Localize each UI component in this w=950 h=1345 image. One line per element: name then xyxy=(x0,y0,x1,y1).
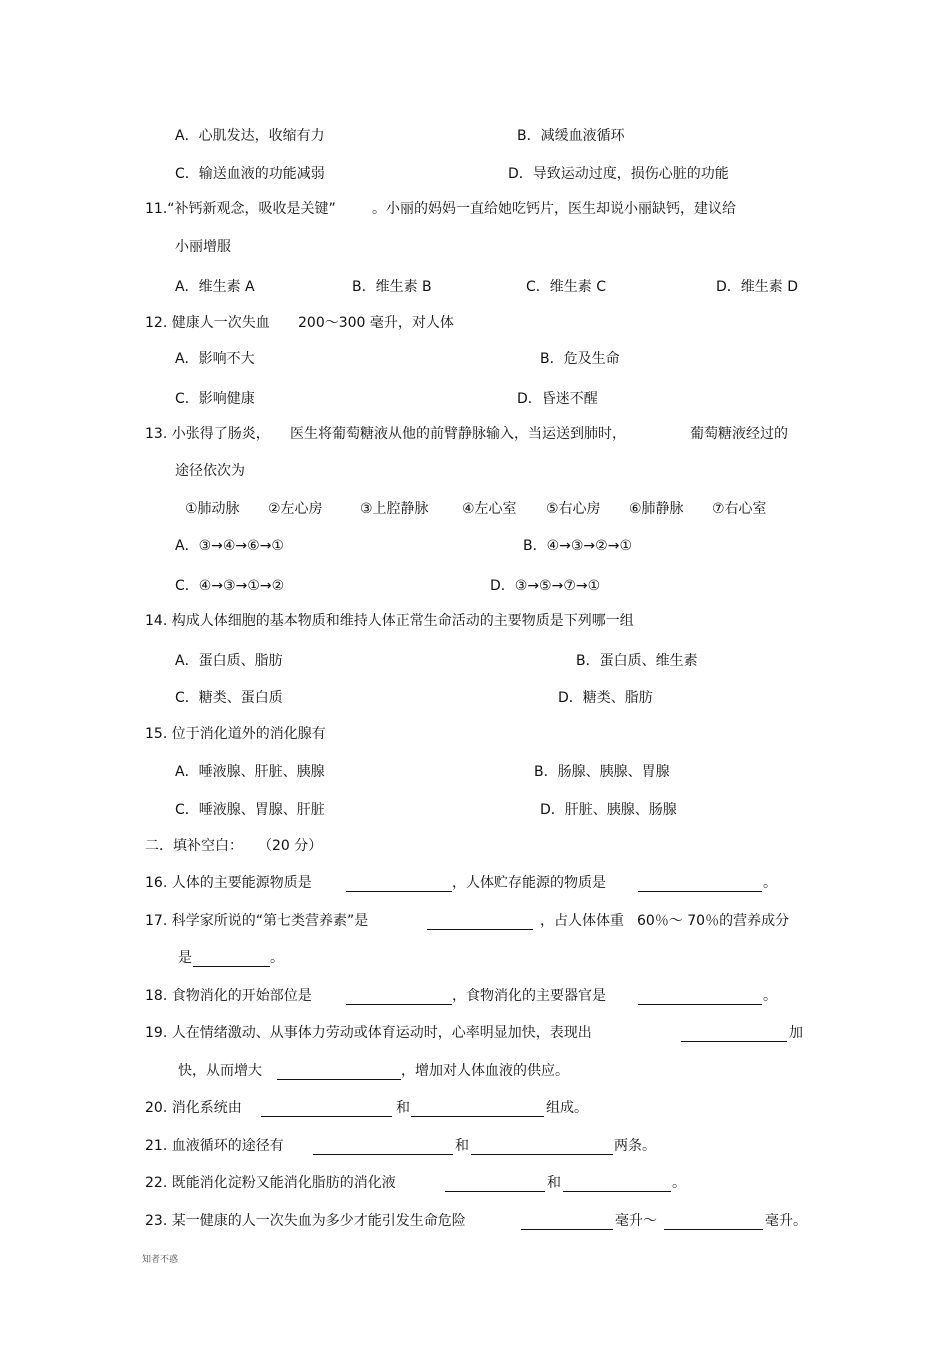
q21-blank-2[interactable] xyxy=(471,1154,613,1155)
q17-blank-1[interactable] xyxy=(427,929,533,930)
q11-option-c: C．维生素 C xyxy=(526,279,607,295)
q13-stem-part3: 葡萄糖液经过的 xyxy=(690,426,788,442)
q19-blank-2[interactable] xyxy=(277,1079,401,1080)
q14-option-d: D．糖类、脂肪 xyxy=(558,690,653,706)
q12-option-c: C．影响健康 xyxy=(175,391,255,407)
q16-text-a: 16. 人体的主要能源物质是 xyxy=(145,875,312,891)
q17-text-c: 60％～ 70％的营养成分 xyxy=(637,913,790,929)
q23-text-c: 毫升。 xyxy=(765,1213,807,1229)
q23-text-a: 23. 某一健康的人一次失血为多少才能引发生命危险 xyxy=(145,1213,466,1229)
q20-text-a: 20. 消化系统由 xyxy=(145,1100,242,1116)
q12-option-a: A．影响不大 xyxy=(175,351,255,367)
q13-item-3: ③上腔静脉 xyxy=(360,501,429,517)
q11-stem-part1: 11.“补钙新观念，吸收是关键” xyxy=(145,201,336,217)
section2-title: 二．填补空白： xyxy=(145,838,243,854)
section2-score: （20 分） xyxy=(258,838,323,854)
q18-text-c: 。 xyxy=(763,988,777,1004)
q17-text-e: 。 xyxy=(270,950,284,966)
q12-option-b: B．危及生命 xyxy=(540,351,620,367)
q15-option-b: B．肠腺、胰腺、胃腺 xyxy=(534,764,670,780)
q16-blank-2[interactable] xyxy=(638,891,762,892)
q21-blank-1[interactable] xyxy=(313,1154,453,1155)
q14-option-c: C．糖类、蛋白质 xyxy=(175,690,283,706)
q14-option-a: A．蛋白质、脂肪 xyxy=(175,653,283,669)
q22-text-b: 和 xyxy=(547,1175,561,1191)
q18-text-b: ，食物消化的主要器官是 xyxy=(452,988,606,1004)
q13-stem-part2: 医生将葡萄糖液从他的前臂静脉输入，当运送到肺时， xyxy=(290,426,626,442)
q22-blank-2[interactable] xyxy=(563,1191,671,1192)
q13-item-4: ④左心室 xyxy=(462,501,517,517)
q13-item-1: ①肺动脉 xyxy=(185,501,240,517)
q19-text-c: 快，从而增大 xyxy=(178,1063,262,1079)
q10-option-b: B．减缓血液循环 xyxy=(517,128,625,144)
q22-text-a: 22. 既能消化淀粉又能消化脂肪的消化液 xyxy=(145,1175,396,1191)
q10-option-c: C．输送血液的功能减弱 xyxy=(175,166,325,182)
q13-option-d: D．③→⑤→⑦→① xyxy=(490,578,601,594)
q13-item-5: ⑤右心房 xyxy=(546,501,601,517)
q15-option-d: D．肝脏、胰腺、肠腺 xyxy=(540,802,677,818)
q22-blank-1[interactable] xyxy=(445,1191,545,1192)
q11-option-d: D．维生素 D xyxy=(716,279,799,295)
q20-blank-1[interactable] xyxy=(261,1116,392,1117)
q14-stem: 14. 构成人体细胞的基本物质和维持人体正常生命活动的主要物质是下列哪一组 xyxy=(145,613,634,629)
q16-blank-1[interactable] xyxy=(346,891,452,892)
q17-text-b: ，占人体体重 xyxy=(540,913,624,929)
q15-stem: 15. 位于消化道外的消化腺有 xyxy=(145,726,326,742)
q12-option-d: D．昏迷不醒 xyxy=(517,391,598,407)
q18-blank-2[interactable] xyxy=(638,1004,762,1005)
q16-text-b: ，人体贮存能源的物质是 xyxy=(452,875,606,891)
q20-blank-2[interactable] xyxy=(411,1116,544,1117)
q18-text-a: 18. 食物消化的开始部位是 xyxy=(145,988,312,1004)
q21-text-a: 21. 血液循环的途径有 xyxy=(145,1138,284,1154)
q17-text-d: 是 xyxy=(178,950,192,966)
q19-blank-1[interactable] xyxy=(681,1041,787,1042)
q12-stem-part2: 200～300 毫升，对人体 xyxy=(298,315,454,331)
q20-text-b: 和 xyxy=(396,1100,410,1116)
q10-option-a: A．心肌发达，收缩有力 xyxy=(175,128,325,144)
q12-stem-part1: 12. 健康人一次失血 xyxy=(145,315,270,331)
q22-text-c: 。 xyxy=(672,1175,686,1191)
q15-option-c: C．唾液腺、胃腺、肝脏 xyxy=(175,802,325,818)
q21-text-b: 和 xyxy=(455,1138,469,1154)
q19-text-d: ，增加对人体血液的供应。 xyxy=(401,1063,569,1079)
q15-option-a: A．唾液腺、肝脏、胰腺 xyxy=(175,764,325,780)
q13-stem-part1: 13. 小张得了肠炎， xyxy=(145,426,270,442)
q13-stem-line2: 途径依次为 xyxy=(175,463,245,479)
q14-option-b: B．蛋白质、维生素 xyxy=(576,653,698,669)
q23-text-b: 毫升～ xyxy=(615,1213,657,1229)
q13-option-a: A．③→④→⑥→① xyxy=(175,538,284,554)
q13-option-b: B．④→③→②→① xyxy=(523,538,632,554)
q11-stem-line2: 小丽增服 xyxy=(175,239,231,255)
q16-text-c: 。 xyxy=(763,875,777,891)
page-footer: 知者不惑 xyxy=(142,1255,179,1265)
q19-text-b: 加 xyxy=(789,1025,803,1041)
q23-blank-1[interactable] xyxy=(521,1229,613,1230)
q21-text-c: 两条。 xyxy=(614,1138,656,1154)
q10-option-d: D．导致运动过度，损伤心脏的功能 xyxy=(508,166,729,182)
q13-option-c: C．④→③→①→② xyxy=(175,578,285,594)
q11-stem-part2: 。小丽的妈妈一直给她吃钙片，医生却说小丽缺钙，建议给 xyxy=(372,201,736,217)
q13-item-6: ⑥肺静脉 xyxy=(629,501,684,517)
q11-option-a: A．维生素 A xyxy=(175,279,255,295)
q19-text-a: 19. 人在情绪激动、从事体力劳动或体育运动时，心率明显加快，表现出 xyxy=(145,1025,592,1041)
q13-item-7: ⑦右心室 xyxy=(712,501,767,517)
q11-option-b: B．维生素 B xyxy=(352,279,432,295)
q17-blank-2[interactable] xyxy=(193,966,270,967)
q17-text-a: 17. 科学家所说的“第七类营养素”是 xyxy=(145,913,369,929)
q23-blank-2[interactable] xyxy=(664,1229,763,1230)
q13-item-2: ②左心房 xyxy=(268,501,323,517)
q18-blank-1[interactable] xyxy=(346,1004,452,1005)
q20-text-c: 组成。 xyxy=(546,1100,588,1116)
